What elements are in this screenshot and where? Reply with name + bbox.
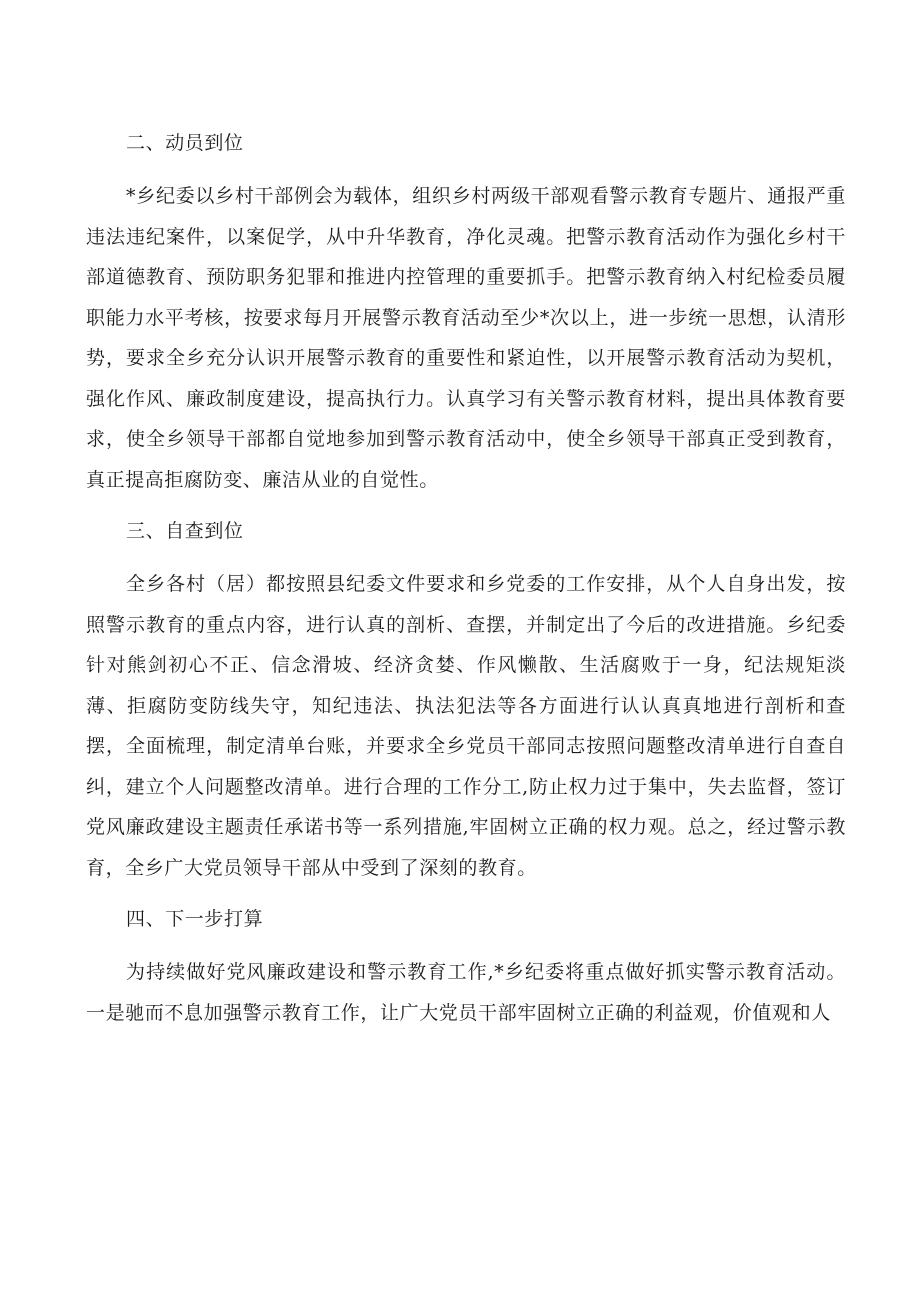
section-heading-mobilization: 二、动员到位	[126, 132, 244, 154]
section-heading-self-inspection: 三、自查到位	[126, 520, 244, 542]
section-paragraph-self-inspection: 全乡各村（居）都按照县纪委文件要求和乡党委的工作安排，从个人自身出发，按照警示教育的重点内容，进行认真的剖析、查摆，并制定出了今后的改进措施。乡纪委针对熊剑初心不正、信念滑坡、经济贪婪、作风懒散、生活腐败于一身，纪法规矩淡薄、拒腐防变防线失守，知纪违法、执法犯法等各方面进行认认真真地进行剖析和查摆，全面梳理，制定清单台账，并要求全乡党员干部同志按照问题整改清单进行自查自纠，建立个人问题整改清单。进行合理的工作分工,防止权力过于集中，失去监督，签订党风廉政建设主题责任承诺书等一系列措施,牢固树立正确的权力观。总之，经过警示教育，全乡广大党员领导干部从中受到了深刻的教育。	[86, 573, 846, 879]
section-paragraph-next-steps: 为持续做好党风廉政建设和警示教育工作,*乡纪委将重点做好抓实警示教育活动。一是驰而不息加强警示教育工作，让广大党员干部牢固树立正确的利益观，价值观和人	[86, 961, 846, 1024]
section-heading-next-steps: 四、下一步打算	[126, 908, 264, 930]
document-body	[86, 124, 846, 1045]
section-paragraph-mobilization: *乡纪委以乡村干部例会为载体，组织乡村两级干部观看警示教育专题片、通报严重违法违纪案件，以案促学，从中升华教育，净化灵魂。把警示教育活动作为强化乡村干部道德教育、预防职务犯罪和推进内控管理的重要抓手。把警示教育纳入村纪检委员履职能力水平考核，按要求每月开展警示教育活动至少*次以上，进一步统一思想，认清形势，要求全乡充分认识开展警示教育的重要性和紧迫性，以开展警示教育活动为契机，强化作风、廉政制度建设，提高执行力。认真学习有关警示教育材料，提出具体教育要求，使全乡领导干部都自觉地参加到警示教育活动中，使全乡领导干部真正受到教育，真正提高拒腐防变、廉洁从业的自觉性。	[86, 185, 846, 491]
